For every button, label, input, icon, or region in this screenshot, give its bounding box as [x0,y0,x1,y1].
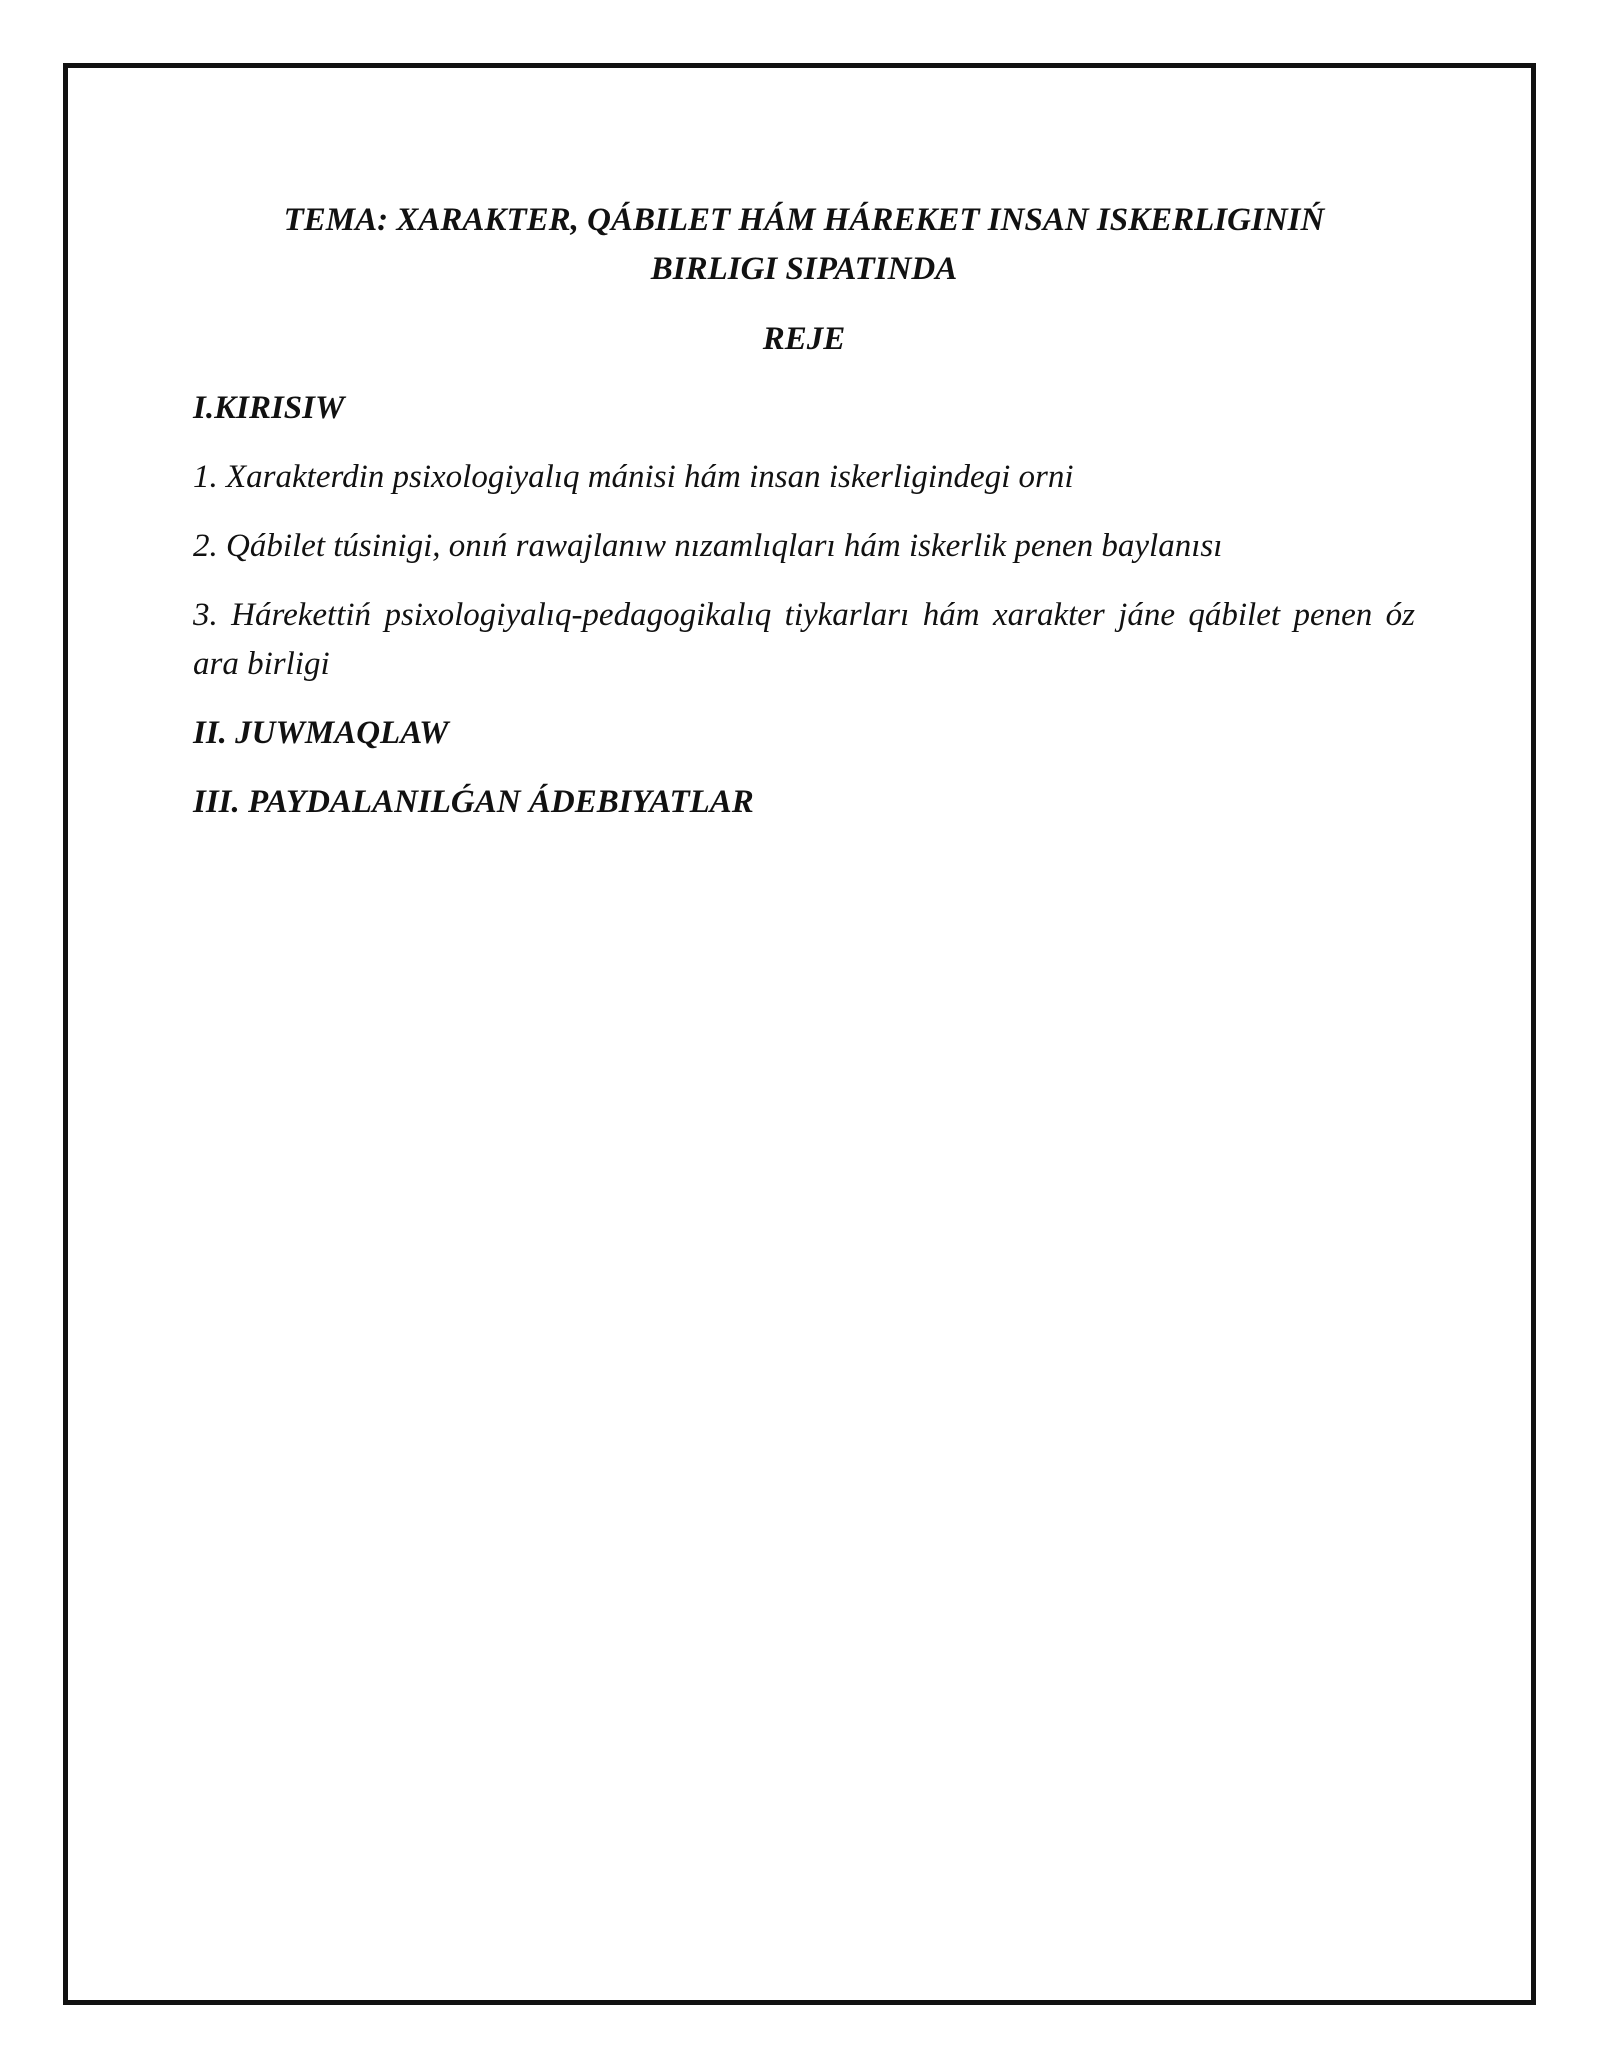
plan-item-2: 2. Qábilet túsinigi, onıń rawajlanıw nızamlıqları hám iskerlik penen baylanısı [193,528,1223,564]
plan-item-3: 3. Hárekettiń psixologiyalıq-pedagogikalıq tiykarları hám xarakter jáne qábilet penen óz ara birligi [193,597,1415,682]
plan-item-1: 1. Xarakterdin psixologiyalıq mánisi hám insan iskerligindegi orni [193,459,1074,495]
document-content [193,196,1415,827]
title-line-1: TEMA: XARAKTER, QÁBILET HÁM HÁREKET INSAN ISKERLIGINIŃ [283,202,1325,238]
section-references: III. PAYDALANILǴAN ÁDEBIYATLAR [193,784,754,820]
document-title [193,196,1415,294]
section-conclusion: II. JUWMAQLAW [193,715,449,751]
title-line-2: BIRLIGI SIPATINDA [650,251,958,287]
section-introduction: I.KIRISIW [193,390,345,426]
page-border [63,63,1536,2005]
plan-heading: REJE [762,321,846,357]
